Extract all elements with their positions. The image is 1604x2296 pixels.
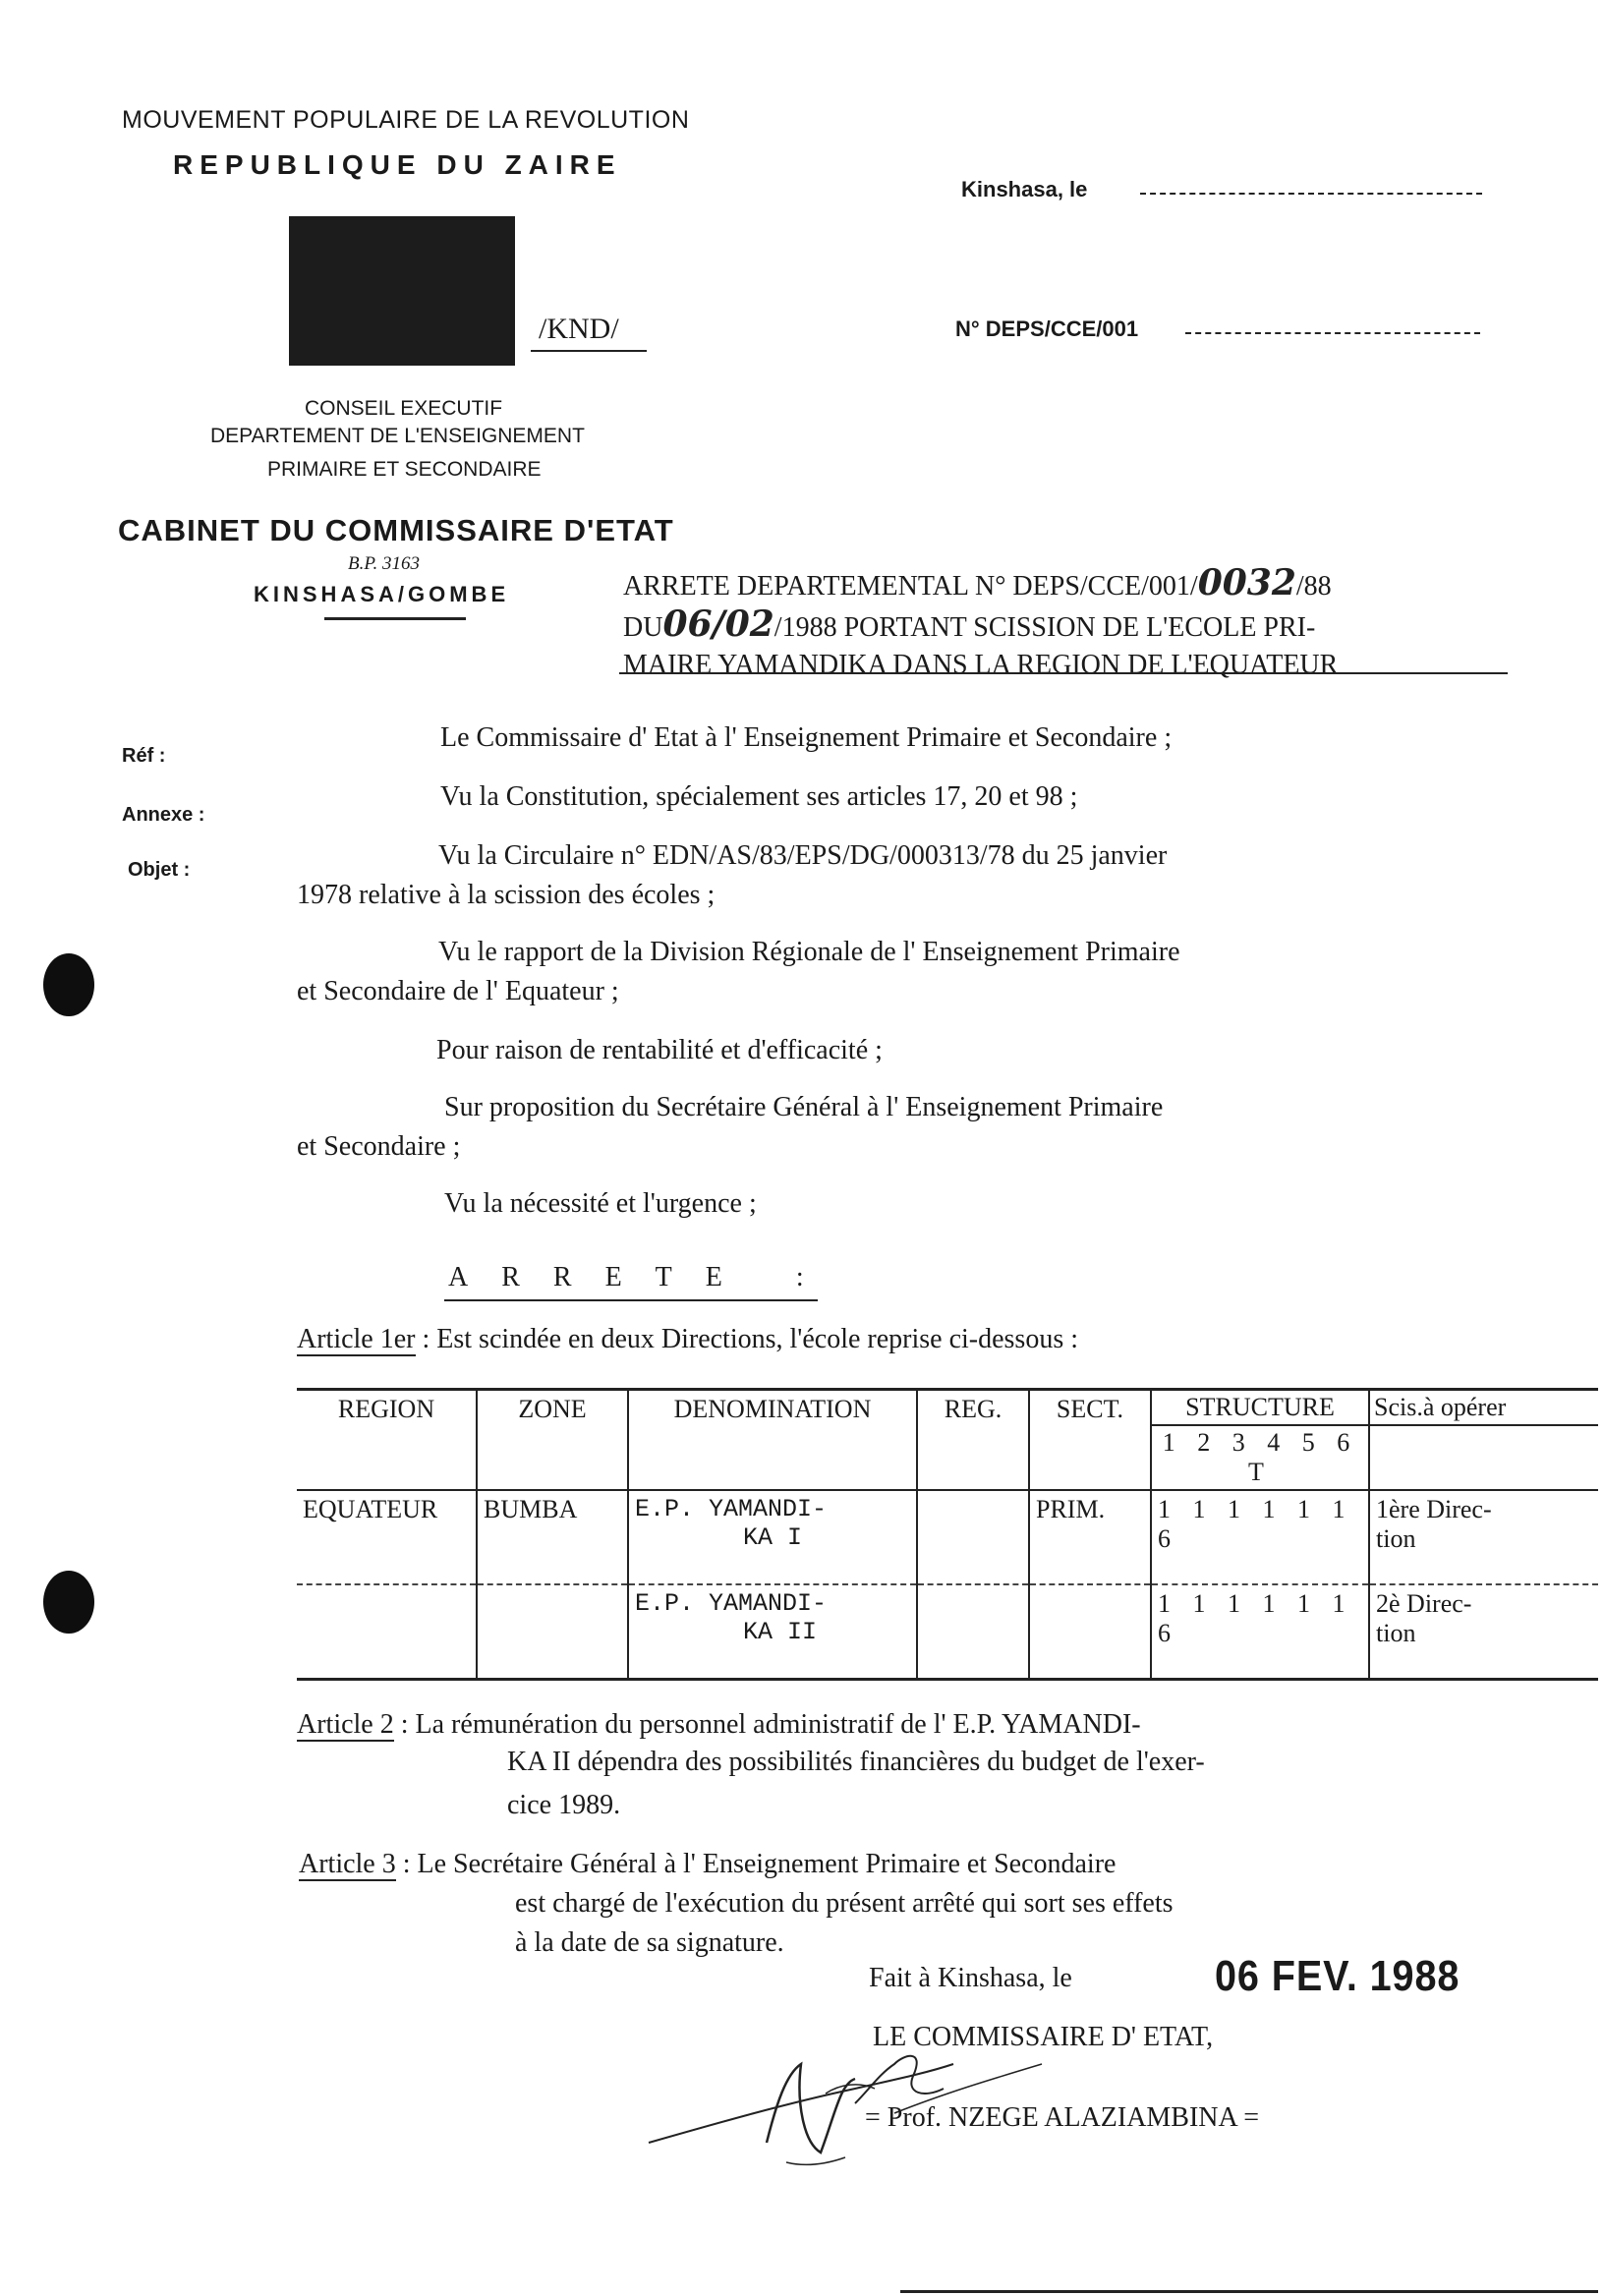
reference-code: /KND/: [539, 313, 619, 345]
footer-line: [900, 2290, 1598, 2293]
number-label: N° DEPS/CCE/001: [955, 316, 1139, 341]
cell-zone: BUMBA: [477, 1490, 628, 1584]
cell-denomination: [628, 1490, 917, 1584]
cell-zone: [477, 1584, 628, 1680]
table-row: [297, 1584, 1598, 1680]
document-title: [623, 564, 1338, 684]
date-blank-line: [1140, 193, 1482, 195]
col-denomination: DENOMINATION: [628, 1390, 917, 1491]
table-row: [297, 1490, 1598, 1584]
handwritten-date: 06/02: [662, 603, 774, 645]
handwritten-number: 0032: [1197, 562, 1296, 603]
denomination-line-2: KA I: [743, 1523, 803, 1552]
scission-heading: Scis.à opérer: [1370, 1391, 1598, 1426]
article-1-text: : Est scindée en deux Directions, l'école reprise ci-dessous :: [422, 1324, 1079, 1354]
scission-line-2: tion: [1376, 1619, 1416, 1647]
city: KINSHASA/GOMBE: [254, 582, 510, 606]
col-region: REGION: [297, 1390, 477, 1491]
article-1: [297, 1321, 1078, 1358]
reference-underline: [531, 350, 647, 352]
title-line-1: [623, 564, 1338, 605]
annexe-label: Annexe :: [122, 804, 205, 826]
preamble-line-6: et Secondaire de l' Equateur ;: [297, 976, 619, 1006]
cell-sect: [1029, 1584, 1151, 1680]
article-1-label: Article 1er: [297, 1324, 416, 1354]
date-stamp: 06 FEV. 1988: [1215, 1952, 1461, 2000]
preamble-line-2: Vu la Constitution, spécialement ses articles 17, 20 et 98 ;: [440, 781, 1078, 812]
cabinet-title: CABINET DU COMMISSAIRE D'ETAT: [118, 513, 674, 547]
article-2-line-3: cice 1989.: [507, 1790, 621, 1820]
closing-place: Fait à Kinshasa, le: [869, 1963, 1072, 1993]
structure-heading: STRUCTURE: [1152, 1391, 1368, 1426]
arrete-heading: ARRETE :: [448, 1262, 837, 1292]
punch-hole-bottom: [43, 1571, 94, 1634]
postal-box: B.P. 3163: [348, 553, 421, 574]
org-name: MOUVEMENT POPULAIRE DE LA REVOLUTION: [122, 106, 690, 134]
col-sect: SECT.: [1029, 1390, 1151, 1491]
cell-sect: PRIM.: [1029, 1490, 1151, 1584]
school-table: [297, 1388, 1598, 1681]
preamble-line-1: Le Commissaire d' Etat à l' Enseignement Primaire et Secondaire ;: [440, 722, 1173, 753]
arrete-underline: [444, 1299, 818, 1301]
preamble-line-3: Vu la Circulaire n° EDN/AS/83/EPS/DG/000313/78 du 25 janvier: [438, 840, 1168, 871]
ref-label: Réf :: [122, 745, 166, 767]
cell-scission: [1369, 1490, 1598, 1584]
col-structure: [1151, 1390, 1369, 1491]
article-3-line-2: est chargé de l'exécution du présent arrêté qui sort ses effets: [515, 1888, 1174, 1919]
preamble-line-5: Vu le rapport de la Division Régionale de l' Enseignement Primaire: [438, 937, 1180, 967]
col-scission: [1369, 1390, 1598, 1491]
preamble-line-10: Vu la nécessité et l'urgence ;: [444, 1188, 757, 1219]
council-line-1: CONSEIL EXECUTIF: [305, 397, 503, 420]
redacted-emblem: [289, 216, 515, 366]
article-2-label: Article 2: [297, 1709, 394, 1740]
title-line-2-prefix: DU: [623, 612, 663, 643]
country-name: REPUBLIQUE DU ZAIRE: [173, 149, 622, 180]
cell-structure: 1 1 1 1 1 1 6: [1151, 1584, 1369, 1680]
cell-region: EQUATEUR: [297, 1490, 477, 1584]
city-underline: [324, 617, 466, 620]
council-line-2: DEPARTEMENT DE L'ENSEIGNEMENT: [210, 425, 585, 447]
title-line-2: [623, 605, 1338, 647]
denomination-line-2: KA II: [743, 1618, 818, 1646]
title-line-1-suffix: /88: [1295, 571, 1332, 602]
article-3-text-1: : Le Secrétaire Général à l' Enseignement Primaire et Secondaire: [402, 1849, 1117, 1879]
denomination-line-1: E.P. YAMANDI-: [635, 1589, 828, 1618]
signatory-name: = Prof. NZEGE ALAZIAMBINA =: [865, 2102, 1259, 2133]
cell-denomination: [628, 1584, 917, 1680]
denomination-line-1: E.P. YAMANDI-: [635, 1495, 828, 1523]
signature: [629, 1995, 1061, 2192]
objet-label: Objet :: [128, 859, 191, 881]
title-line-3: MAIRE YAMANDIKA DANS LA REGION DE L'EQUATEUR: [623, 650, 1339, 680]
cell-scission: [1369, 1584, 1598, 1680]
table-header-row: [297, 1390, 1598, 1491]
title-line-1-text: ARRETE DEPARTEMENTAL N° DEPS/CCE/001/: [623, 571, 1198, 602]
preamble-line-9: et Secondaire ;: [297, 1131, 461, 1162]
punch-hole-top: [43, 953, 94, 1016]
cell-structure: 1 1 1 1 1 1 6: [1151, 1490, 1369, 1584]
article-2-line-1: [297, 1706, 1141, 1744]
article-3-label: Article 3: [299, 1849, 396, 1879]
title-underline: [619, 672, 1508, 674]
preamble-line-7: Pour raison de rentabilité et d'efficacité ;: [436, 1035, 883, 1065]
scission-line-1: 1ère Direc-: [1376, 1495, 1492, 1523]
article-3-line-1: [299, 1846, 1116, 1883]
cell-region: [297, 1584, 477, 1680]
scission-subheading: [1370, 1426, 1598, 1462]
col-zone: ZONE: [477, 1390, 628, 1491]
preamble-line-4: 1978 relative à la scission des écoles ;: [297, 880, 716, 910]
scission-line-2: tion: [1376, 1524, 1416, 1553]
title-line-2-text: /1988 PORTANT SCISSION DE L'ECOLE PRI-: [773, 612, 1316, 643]
article-2-line-2: KA II dépendra des possibilités financières du budget de l'exer-: [507, 1747, 1205, 1777]
cell-reg: [917, 1490, 1029, 1584]
scission-line-1: 2è Direc-: [1376, 1589, 1472, 1618]
council-line-3: PRIMAIRE ET SECONDAIRE: [267, 458, 542, 481]
article-3-line-3: à la date de sa signature.: [515, 1927, 784, 1958]
col-reg: REG.: [917, 1390, 1029, 1491]
signatory-title: LE COMMISSAIRE D' ETAT,: [873, 2022, 1214, 2052]
cell-reg: [917, 1584, 1029, 1680]
date-label: Kinshasa, le: [961, 177, 1088, 201]
structure-subheading: 1 2 3 4 5 6 T: [1162, 1428, 1358, 1486]
article-2-text-1: : La rémunération du personnel administratif de l' E.P. YAMANDI-: [400, 1709, 1141, 1740]
preamble-line-8: Sur proposition du Secrétaire Général à l' Enseignement Primaire: [444, 1092, 1164, 1122]
number-blank-line: [1185, 332, 1480, 334]
